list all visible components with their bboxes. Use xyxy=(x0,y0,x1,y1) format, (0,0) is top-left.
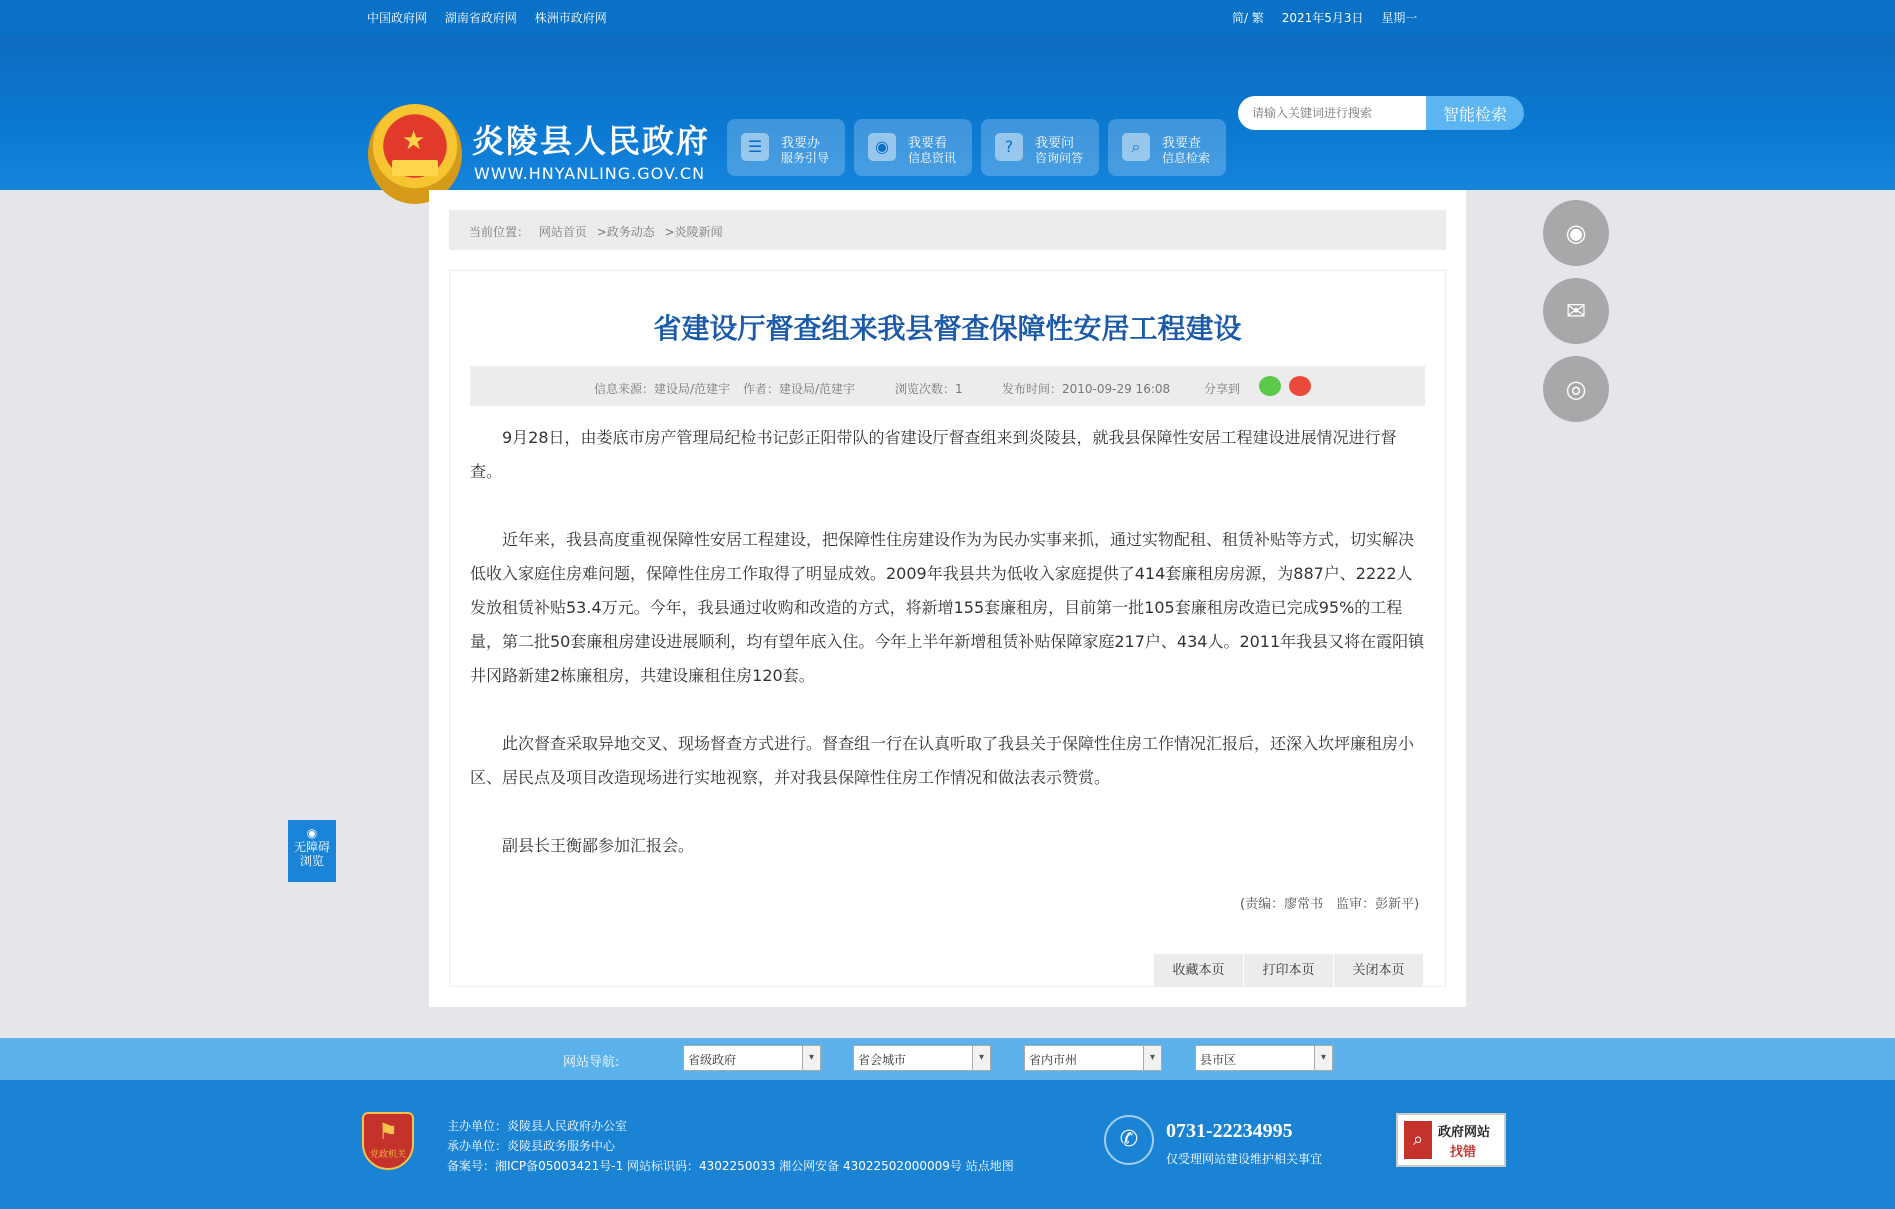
select-value: 省会城市 xyxy=(858,1053,907,1067)
lang-toggle[interactable]: 简/ 繁 xyxy=(1232,11,1264,25)
find-bug-sublabel: 找错 xyxy=(1450,1145,1477,1160)
side-eye-icon[interactable]: ◉ xyxy=(1543,200,1609,266)
weekday-text: 星期一 xyxy=(1381,11,1418,25)
question-icon: ? xyxy=(995,133,1023,161)
eye-icon: ◉ xyxy=(868,133,896,161)
badge-label: 党政机关 xyxy=(369,1150,406,1160)
footer-phone-note: 仅受理网站建设维护相关事宜 xyxy=(1166,1152,1323,1166)
meta-author: 作者：建设局/范建宇 xyxy=(743,382,856,396)
gate-icon xyxy=(392,160,438,176)
quick-button-label: 我要看 xyxy=(908,136,948,151)
article-meta xyxy=(470,366,1425,406)
quick-button-sublabel: 信息资讯 xyxy=(908,151,957,165)
quick-button-search[interactable] xyxy=(1108,119,1226,176)
site-title[interactable]: 炎陵县人民政府 xyxy=(472,122,711,160)
date-text: 2021年5月3日 xyxy=(1281,11,1364,25)
chevron-down-icon: ▾ xyxy=(1143,1046,1161,1070)
quick-button-ask[interactable] xyxy=(981,119,1099,176)
link-hunan-gov[interactable]: 湖南省政府网 xyxy=(444,11,517,25)
quick-button-sublabel: 信息检索 xyxy=(1162,151,1211,165)
select-county[interactable] xyxy=(1195,1045,1333,1071)
select-value: 县市区 xyxy=(1200,1053,1237,1067)
select-value: 省级政府 xyxy=(688,1053,737,1067)
search-icon: ⌕ xyxy=(1122,133,1150,161)
link-zhuzhou-gov[interactable]: 株洲市政府网 xyxy=(534,11,607,25)
wechat-share-icon[interactable] xyxy=(1259,376,1281,396)
article-body xyxy=(470,421,1425,897)
national-emblem-logo xyxy=(368,104,462,204)
accessibility-label-2: 浏览 xyxy=(299,854,324,868)
bookmark-button[interactable]: 收藏本页 xyxy=(1153,954,1243,987)
footer-sponsor: 主办单位：炎陵县人民政府办公室 xyxy=(447,1119,628,1133)
side-weibo-icon[interactable]: ◎ xyxy=(1543,356,1609,422)
chevron-down-icon: ▾ xyxy=(802,1046,820,1070)
footer-record[interactable]: 备案号：湘ICP备05003421号-1 网站标识码：4302250033 湘公网安备 43022502000009号 站点地图 xyxy=(447,1159,1014,1173)
breadcrumb xyxy=(449,210,1446,250)
select-value: 省内市州 xyxy=(1029,1053,1078,1067)
article-signature: (责编：廖常书 监审：彭新平) xyxy=(1240,897,1420,912)
chevron-down-icon: ▾ xyxy=(972,1046,990,1070)
meta-share-label: 分享到 xyxy=(1204,382,1241,396)
footer-phone: 0731-22234995 xyxy=(1166,1120,1293,1142)
quick-button-service[interactable] xyxy=(727,119,845,176)
magnifier-icon: ⌕ xyxy=(1404,1121,1432,1159)
article-paragraph: 副县长王衡鄙参加汇报会。 xyxy=(502,836,695,855)
breadcrumb-news[interactable]: >政务动态 xyxy=(596,225,655,239)
quick-button-info[interactable] xyxy=(854,119,972,176)
badge-emblem-icon: ⚑ xyxy=(378,1120,398,1145)
site-url: WWW.HNYANLING.GOV.CN xyxy=(474,164,706,183)
link-gov-cn[interactable]: 中国政府网 xyxy=(367,11,428,25)
search-input[interactable] xyxy=(1238,96,1426,130)
document-icon: ☰ xyxy=(741,133,769,161)
article-title: 省建设厅督查组来我县督查保障性安居工程建设 xyxy=(653,312,1242,345)
footer-organizer: 承办单位：炎陵县政务服务中心 xyxy=(447,1139,616,1153)
meta-views: 浏览次数：1 xyxy=(895,382,963,396)
accessibility-label-1: 无障碍 xyxy=(293,840,330,854)
quick-button-sublabel: 服务引导 xyxy=(781,151,830,165)
meta-publish: 发布时间：2010-09-29 16:08 xyxy=(1002,382,1171,396)
star-icon: ★ xyxy=(402,126,426,156)
accessibility-eye-icon: ◉ xyxy=(306,826,318,840)
footer-info xyxy=(447,1116,1014,1176)
find-bug-button[interactable] xyxy=(1396,1113,1506,1167)
top-right xyxy=(1232,9,1431,26)
accessibility-button[interactable] xyxy=(288,820,336,882)
party-gov-badge[interactable] xyxy=(362,1112,414,1170)
header xyxy=(0,34,1895,190)
close-page-button[interactable]: 关闭本页 xyxy=(1333,954,1423,987)
select-capital[interactable] xyxy=(853,1045,991,1071)
quick-button-label: 我要办 xyxy=(781,136,821,151)
article-paragraph: 近年来，我县高度重视保障性安居工程建设，把保障性住房建设作为为民办实事来抓，通过实物配租、租赁补贴等方式，切实解决低收入家庭住房难问题，保障性住房工作取得了明显成效。2009年我县共为低收入家庭提供了414套廉租房房源，为887户、2222人发放租赁补贴53.4万元。今年，我县通过收购和改造的方式，将新增155套廉租房，目前第一批105套廉租房改造已完成95%的工程量，第二批50套廉租房建设进展顺利，均有望年底入住。今年上半年新增租赁补贴保障家庭217户、434人。2011年我县又将在霞阳镇井冈路新建2栋廉租房，共建设廉租住房120套。 xyxy=(470,530,1425,685)
breadcrumb-local[interactable]: >炎陵新闻 xyxy=(664,225,723,239)
side-wechat-icon[interactable]: ✉ xyxy=(1543,278,1609,344)
footer xyxy=(0,1080,1895,1209)
chevron-down-icon: ▾ xyxy=(1314,1046,1332,1070)
site-nav-label: 网站导航: xyxy=(563,1055,620,1070)
top-links xyxy=(367,9,621,26)
weibo-share-icon[interactable] xyxy=(1289,376,1311,396)
quick-button-label: 我要查 xyxy=(1162,136,1202,151)
search-button[interactable]: 智能检索 xyxy=(1426,96,1524,130)
top-bar xyxy=(0,0,1895,34)
site-nav-bar xyxy=(0,1038,1895,1080)
select-province[interactable] xyxy=(683,1045,821,1071)
quick-button-label: 我要问 xyxy=(1035,136,1075,151)
main-content xyxy=(429,190,1466,1007)
breadcrumb-home[interactable]: 网站首页 xyxy=(538,225,587,239)
quick-button-sublabel: 咨询问答 xyxy=(1035,151,1084,165)
article-paragraph: 此次督查采取异地交叉、现场督查方式进行。督查组一行在认真听取了我县关于保障性住房工作情况汇报后，还深入坎坪廉租房小区、居民点及项目改造现场进行实地视察，并对我县保障性住房工作情况和做法表示赞赏。 xyxy=(470,734,1415,787)
article xyxy=(449,270,1446,987)
meta-source: 信息来源：建设局/范建宇 xyxy=(594,382,731,396)
article-paragraph: 9月28日，由娄底市房产管理局纪检书记彭正阳带队的省建设厅督查组来到炎陵县，就我县保障性安居工程建设进展情况进行督查。 xyxy=(470,428,1397,481)
select-city[interactable] xyxy=(1024,1045,1162,1071)
find-bug-label: 政府网站 xyxy=(1438,1125,1491,1140)
print-button[interactable]: 打印本页 xyxy=(1243,954,1333,987)
phone-icon: ✆ xyxy=(1104,1115,1154,1165)
article-actions xyxy=(1153,954,1423,987)
breadcrumb-label: 当前位置： xyxy=(469,225,530,239)
